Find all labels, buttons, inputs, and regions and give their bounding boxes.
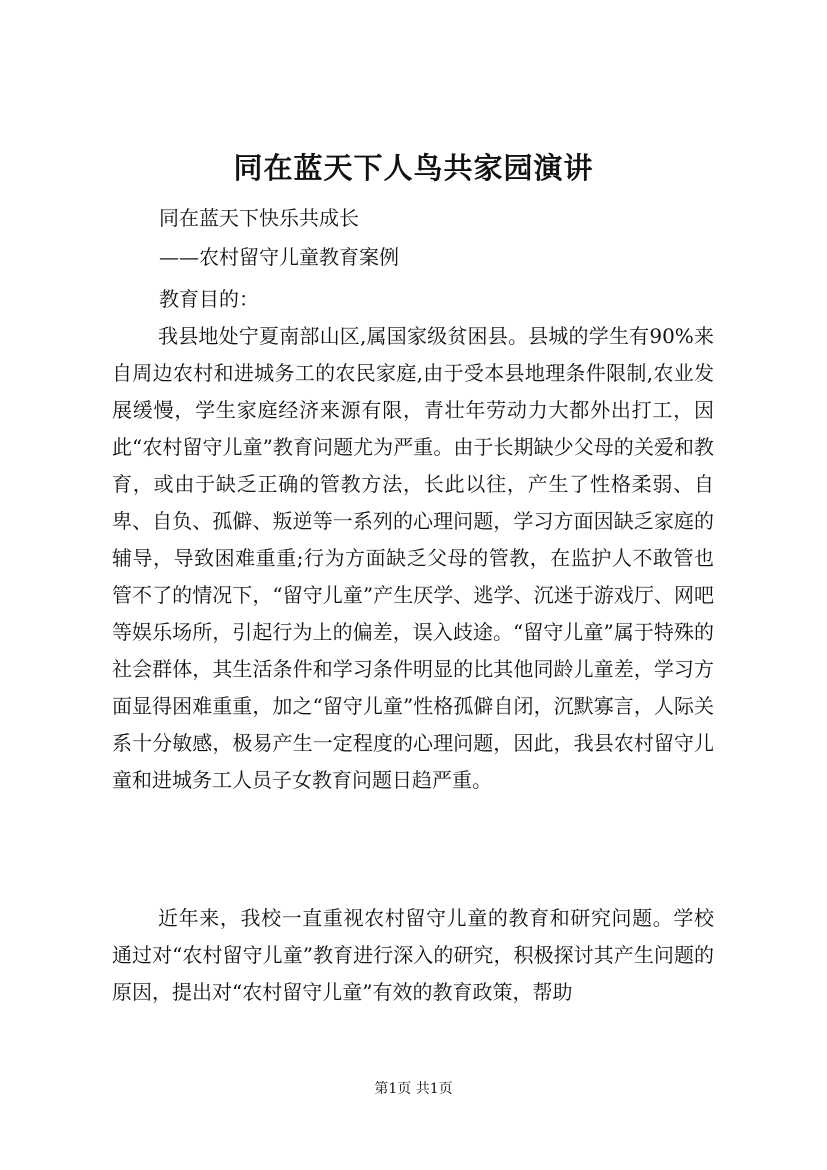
document-title: 同在蓝天下人鸟共家园演讲 [233,151,594,185]
subtitle: 同在蓝天下快乐共成长 [159,206,359,230]
case-line: ——农村留守儿童教育案例 [159,245,399,269]
section-heading: 教育目的： [159,287,259,311]
page-footer: 第1页 共1页 [374,1081,453,1097]
paragraph-2: 近年来，我校一直重视农村留守儿童的教育和研究问题。学校通过对“农村留守儿童”教育进行深入的研究，积极探讨其产生问题的原因，提出对“农村留守儿童”有效的教育政策，帮助 [112,906,714,1004]
paragraph-1: 我县地处宁夏南部山区,属国家级贫困县。县城的学生有90%来自周边农村和进城务工的农民家庭,由于受本县地理条件限制,农业发展缓慢，学生家庭经济来源有限，青壮年劳动力大都外出打工，因此“农村留守儿童”教育问题尤为严重。由于长期缺少父母的关爱和教育，或由于缺乏正确的管教方法，长此以往，产生了性格柔弱、自卑、自负、孤僻、叛逆等一系列的心理问题，学习方面因缺乏家庭的辅导，导致困难重重;行为方面缺乏父母的管教，在监护人不敢管也管不了的情况下，“留守儿童”产生厌学、逃学、沉迷于游戏厅、网吧等娱乐场所，引起行为上的偏差，误入歧途。“留守儿童”属于特殊的社会群体，其生活条件和学习条件明显的比其他同龄儿童差，学习方面显得困难重重，加之“留守儿童”性格孤僻自闭，沉默寡言，人际关系十分敏感，极易产生一定程度的心理问题，因此，我县农村留守儿童和进城务工人员子女教育问题日趋严重。 [112,324,714,792]
